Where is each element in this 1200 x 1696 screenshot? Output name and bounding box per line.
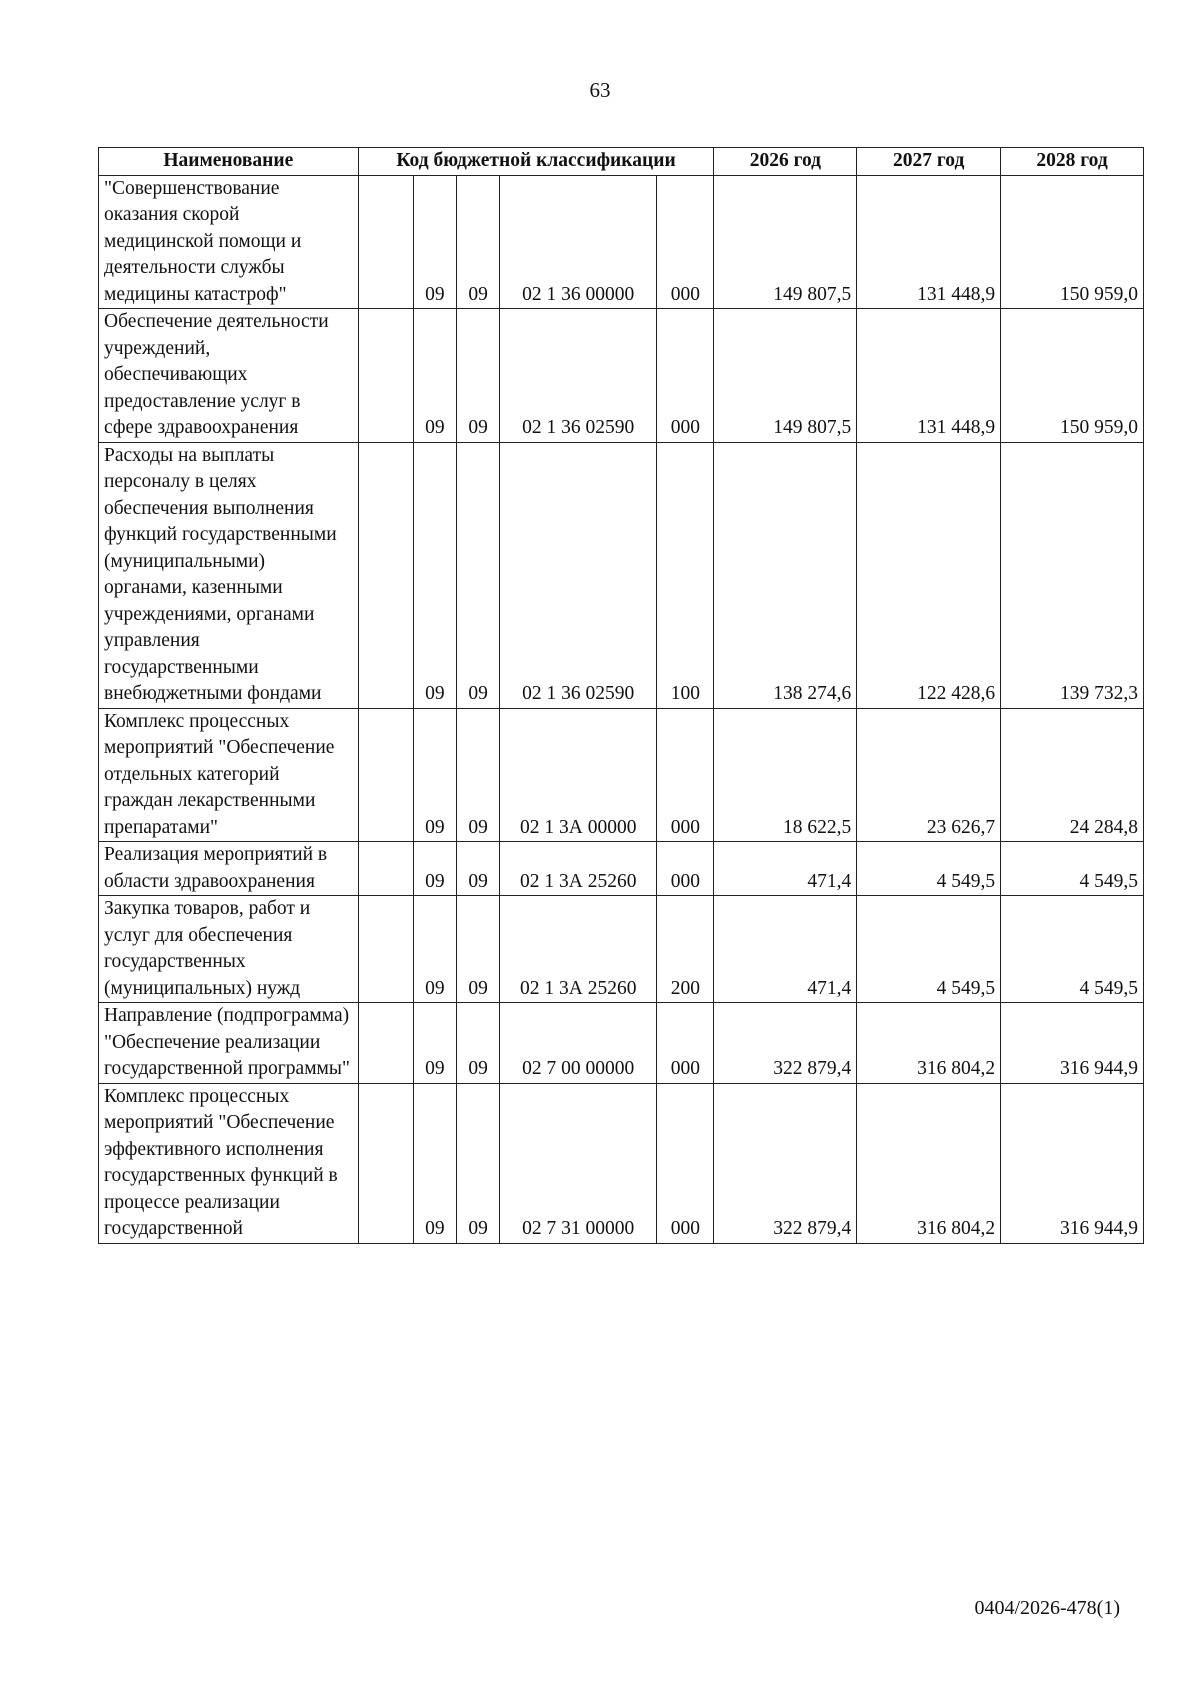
row-code-blank <box>358 1083 413 1243</box>
row-code-blank <box>358 175 413 309</box>
header-name: Наименование <box>99 148 359 176</box>
row-value-2027: 4 549,5 <box>857 842 1001 896</box>
row-code-expense-type: 000 <box>657 309 714 443</box>
row-value-2026: 149 807,5 <box>714 309 857 443</box>
row-code-section: 09 <box>413 175 456 309</box>
row-code-section: 09 <box>413 1083 456 1243</box>
row-code-target: 02 7 31 00000 <box>500 1083 657 1243</box>
row-code-expense-type: 000 <box>657 175 714 309</box>
row-value-2028: 316 944,9 <box>1001 1083 1144 1243</box>
row-code-target: 02 1 3А 25260 <box>500 842 657 896</box>
row-value-2028: 24 284,8 <box>1001 708 1144 842</box>
table-header-row <box>99 148 1144 176</box>
row-code-subsection: 09 <box>457 442 500 708</box>
row-value-2027: 122 428,6 <box>857 442 1001 708</box>
row-value-2027: 131 448,9 <box>857 175 1001 309</box>
row-code-section: 09 <box>413 896 456 1003</box>
row-code-expense-type: 200 <box>657 896 714 1003</box>
row-code-subsection: 09 <box>457 896 500 1003</box>
row-value-2028: 139 732,3 <box>1001 442 1144 708</box>
row-value-2026: 322 879,4 <box>714 1083 857 1243</box>
table-row <box>99 175 1144 309</box>
row-code-expense-type: 000 <box>657 1083 714 1243</box>
row-code-target: 02 1 36 02590 <box>500 442 657 708</box>
row-name: Расходы на выплаты персоналу в целях обеспечения выполнения функций государственными (муниципальными) органами, казенными учреждениями, органами управления государственными внебюджетными фондами <box>99 442 359 708</box>
row-code-expense-type: 100 <box>657 442 714 708</box>
row-code-subsection: 09 <box>457 1003 500 1084</box>
table-row <box>99 708 1144 842</box>
row-value-2026: 471,4 <box>714 896 857 1003</box>
row-code-section: 09 <box>413 309 456 443</box>
row-value-2027: 23 626,7 <box>857 708 1001 842</box>
row-code-section: 09 <box>413 708 456 842</box>
row-name: Обеспечение деятельности учреждений, обеспечивающих предоставление услуг в сфере здравоохранения <box>99 309 359 443</box>
row-code-expense-type: 000 <box>657 842 714 896</box>
row-code-blank <box>358 309 413 443</box>
row-code-target: 02 7 00 00000 <box>500 1003 657 1084</box>
row-value-2028: 150 959,0 <box>1001 175 1144 309</box>
row-code-blank <box>358 708 413 842</box>
row-code-subsection: 09 <box>457 175 500 309</box>
row-code-subsection: 09 <box>457 842 500 896</box>
row-value-2026: 138 274,6 <box>714 442 857 708</box>
row-value-2028: 4 549,5 <box>1001 896 1144 1003</box>
row-value-2028: 150 959,0 <box>1001 309 1144 443</box>
row-code-subsection: 09 <box>457 708 500 842</box>
header-2026: 2026 год <box>714 148 857 176</box>
table-row <box>99 896 1144 1003</box>
row-code-blank <box>358 442 413 708</box>
header-code: Код бюджетной классификации <box>358 148 714 176</box>
row-value-2027: 316 804,2 <box>857 1083 1001 1243</box>
table-row <box>99 1083 1144 1243</box>
row-value-2026: 471,4 <box>714 842 857 896</box>
row-code-target: 02 1 3А 00000 <box>500 708 657 842</box>
row-name: Реализация мероприятий в области здравоохранения <box>99 842 359 896</box>
row-code-blank <box>358 1003 413 1084</box>
row-code-target: 02 1 36 00000 <box>500 175 657 309</box>
row-value-2026: 149 807,5 <box>714 175 857 309</box>
row-code-section: 09 <box>413 442 456 708</box>
row-name: Комплекс процессных мероприятий "Обеспечение эффективного исполнения государственных функций в процессе реализации государственной <box>99 1083 359 1243</box>
row-code-target: 02 1 36 02590 <box>500 309 657 443</box>
row-code-target: 02 1 3А 25260 <box>500 896 657 1003</box>
row-value-2026: 322 879,4 <box>714 1003 857 1084</box>
row-code-subsection: 09 <box>457 1083 500 1243</box>
table-row <box>99 1003 1144 1084</box>
row-code-blank <box>358 842 413 896</box>
row-code-expense-type: 000 <box>657 1003 714 1084</box>
row-value-2027: 131 448,9 <box>857 309 1001 443</box>
row-code-subsection: 09 <box>457 309 500 443</box>
table-row <box>99 309 1144 443</box>
header-2028: 2028 год <box>1001 148 1144 176</box>
table-body <box>99 175 1144 1243</box>
table-row <box>99 442 1144 708</box>
page-number: 63 <box>589 78 611 102</box>
row-name: Закупка товаров, работ и услуг для обеспечения государственных (муниципальных) нужд <box>99 896 359 1003</box>
row-value-2027: 316 804,2 <box>857 1003 1001 1084</box>
budget-table <box>98 147 1144 1244</box>
row-value-2028: 4 549,5 <box>1001 842 1144 896</box>
row-code-section: 09 <box>413 1003 456 1084</box>
header-2027: 2027 год <box>857 148 1001 176</box>
row-value-2028: 316 944,9 <box>1001 1003 1144 1084</box>
row-name: Комплекс процессных мероприятий "Обеспечение отдельных категорий граждан лекарственными препаратами" <box>99 708 359 842</box>
row-code-blank <box>358 896 413 1003</box>
row-value-2027: 4 549,5 <box>857 896 1001 1003</box>
row-name: Направление (подпрограмма) "Обеспечение реализации государственной программы" <box>99 1003 359 1084</box>
table-row <box>99 842 1144 896</box>
row-value-2026: 18 622,5 <box>714 708 857 842</box>
document-code: 0404/2026-478(1) <box>974 1597 1120 1619</box>
row-code-expense-type: 000 <box>657 708 714 842</box>
row-code-section: 09 <box>413 842 456 896</box>
row-name: "Совершенствование оказания скорой медицинской помощи и деятельности службы медицины катастроф" <box>99 175 359 309</box>
